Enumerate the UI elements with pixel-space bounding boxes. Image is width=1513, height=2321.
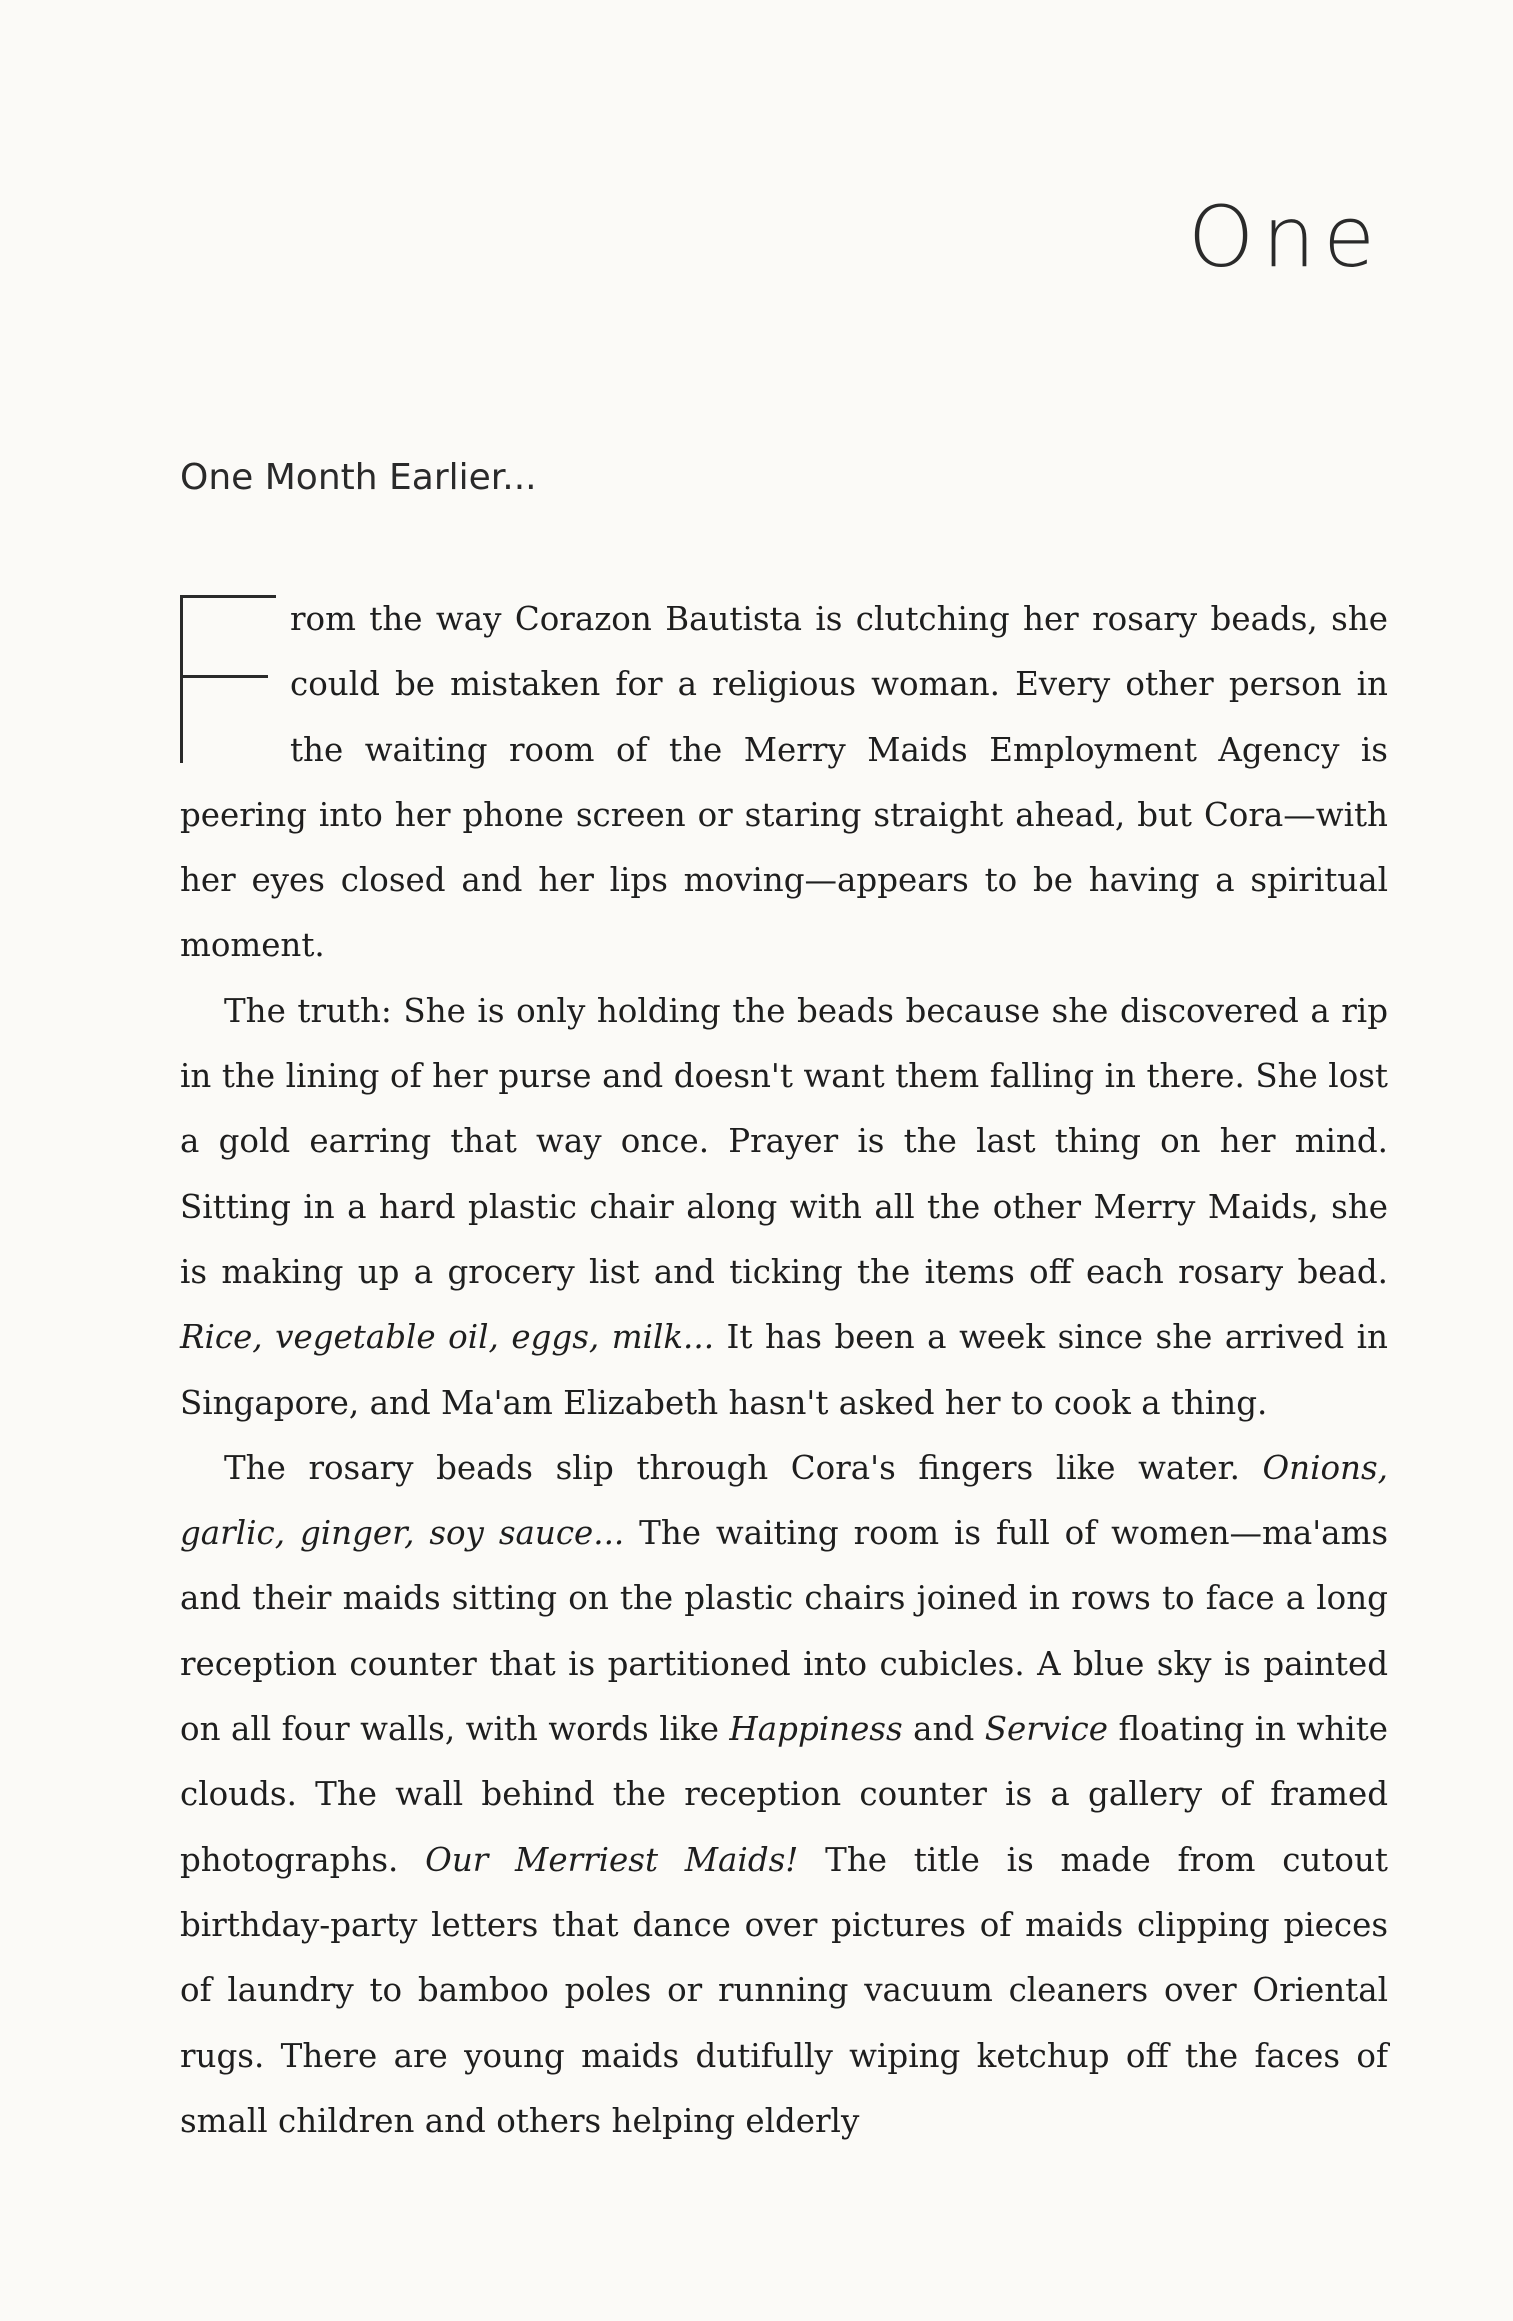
chapter-title: One xyxy=(1187,188,1383,286)
paragraph-3: The rosary beads slip through Cora's fingers like water. Onions, garlic, ginger, soy sauce... The waiting room is full of women—ma'ams and their maids sitting on the plastic chairs joined in rows to face a long reception counter that is partitioned into cubicles. A blue sky is painted on all four walls, with words like Happiness and Service floating in white clouds. The wall behind the reception counter is a gallery of framed photographs. Our Merriest Maids! The title is made from cutout birthday-party letters that dance over pictures of maids clipping pieces of laundry to bamboo poles or running vacuum cleaners over Oriental rugs. There are young maids dutifully wiping ketchup off the faces of small children and others helping elderly xyxy=(180,1448,1389,2140)
body-text xyxy=(180,587,1388,2154)
dropcap xyxy=(180,595,280,775)
paragraph-1-text: rom the way Corazon Bautista is clutching her rosary beads, she could be mistaken for a religious woman. Every other person in the waiting room of the Merry Maids Employment Agency is peering into her phone screen or staring straight ahead, but Cora—with her eyes closed and her lips moving—appears to be having a spiritual moment. xyxy=(180,600,1388,965)
paragraph-1 xyxy=(180,587,1388,979)
paragraph-2: The truth: She is only holding the beads because she discovered a rip in the lining of her purse and doesn't want them falling in there. She lost a gold earring that way once. Prayer is the last thing on her mind. Sitting in a hard plastic chair along with all the other Merry Maids, she is making up a grocery list and ticking the items off each rosary bead. Rice, vegetable oil, eggs, milk... It has been a week since she arrived in Singapore, and Ma'am Elizabeth hasn't asked her to cook a thing. xyxy=(180,991,1388,1422)
chapter-subheading: One Month Earlier... xyxy=(180,457,537,498)
